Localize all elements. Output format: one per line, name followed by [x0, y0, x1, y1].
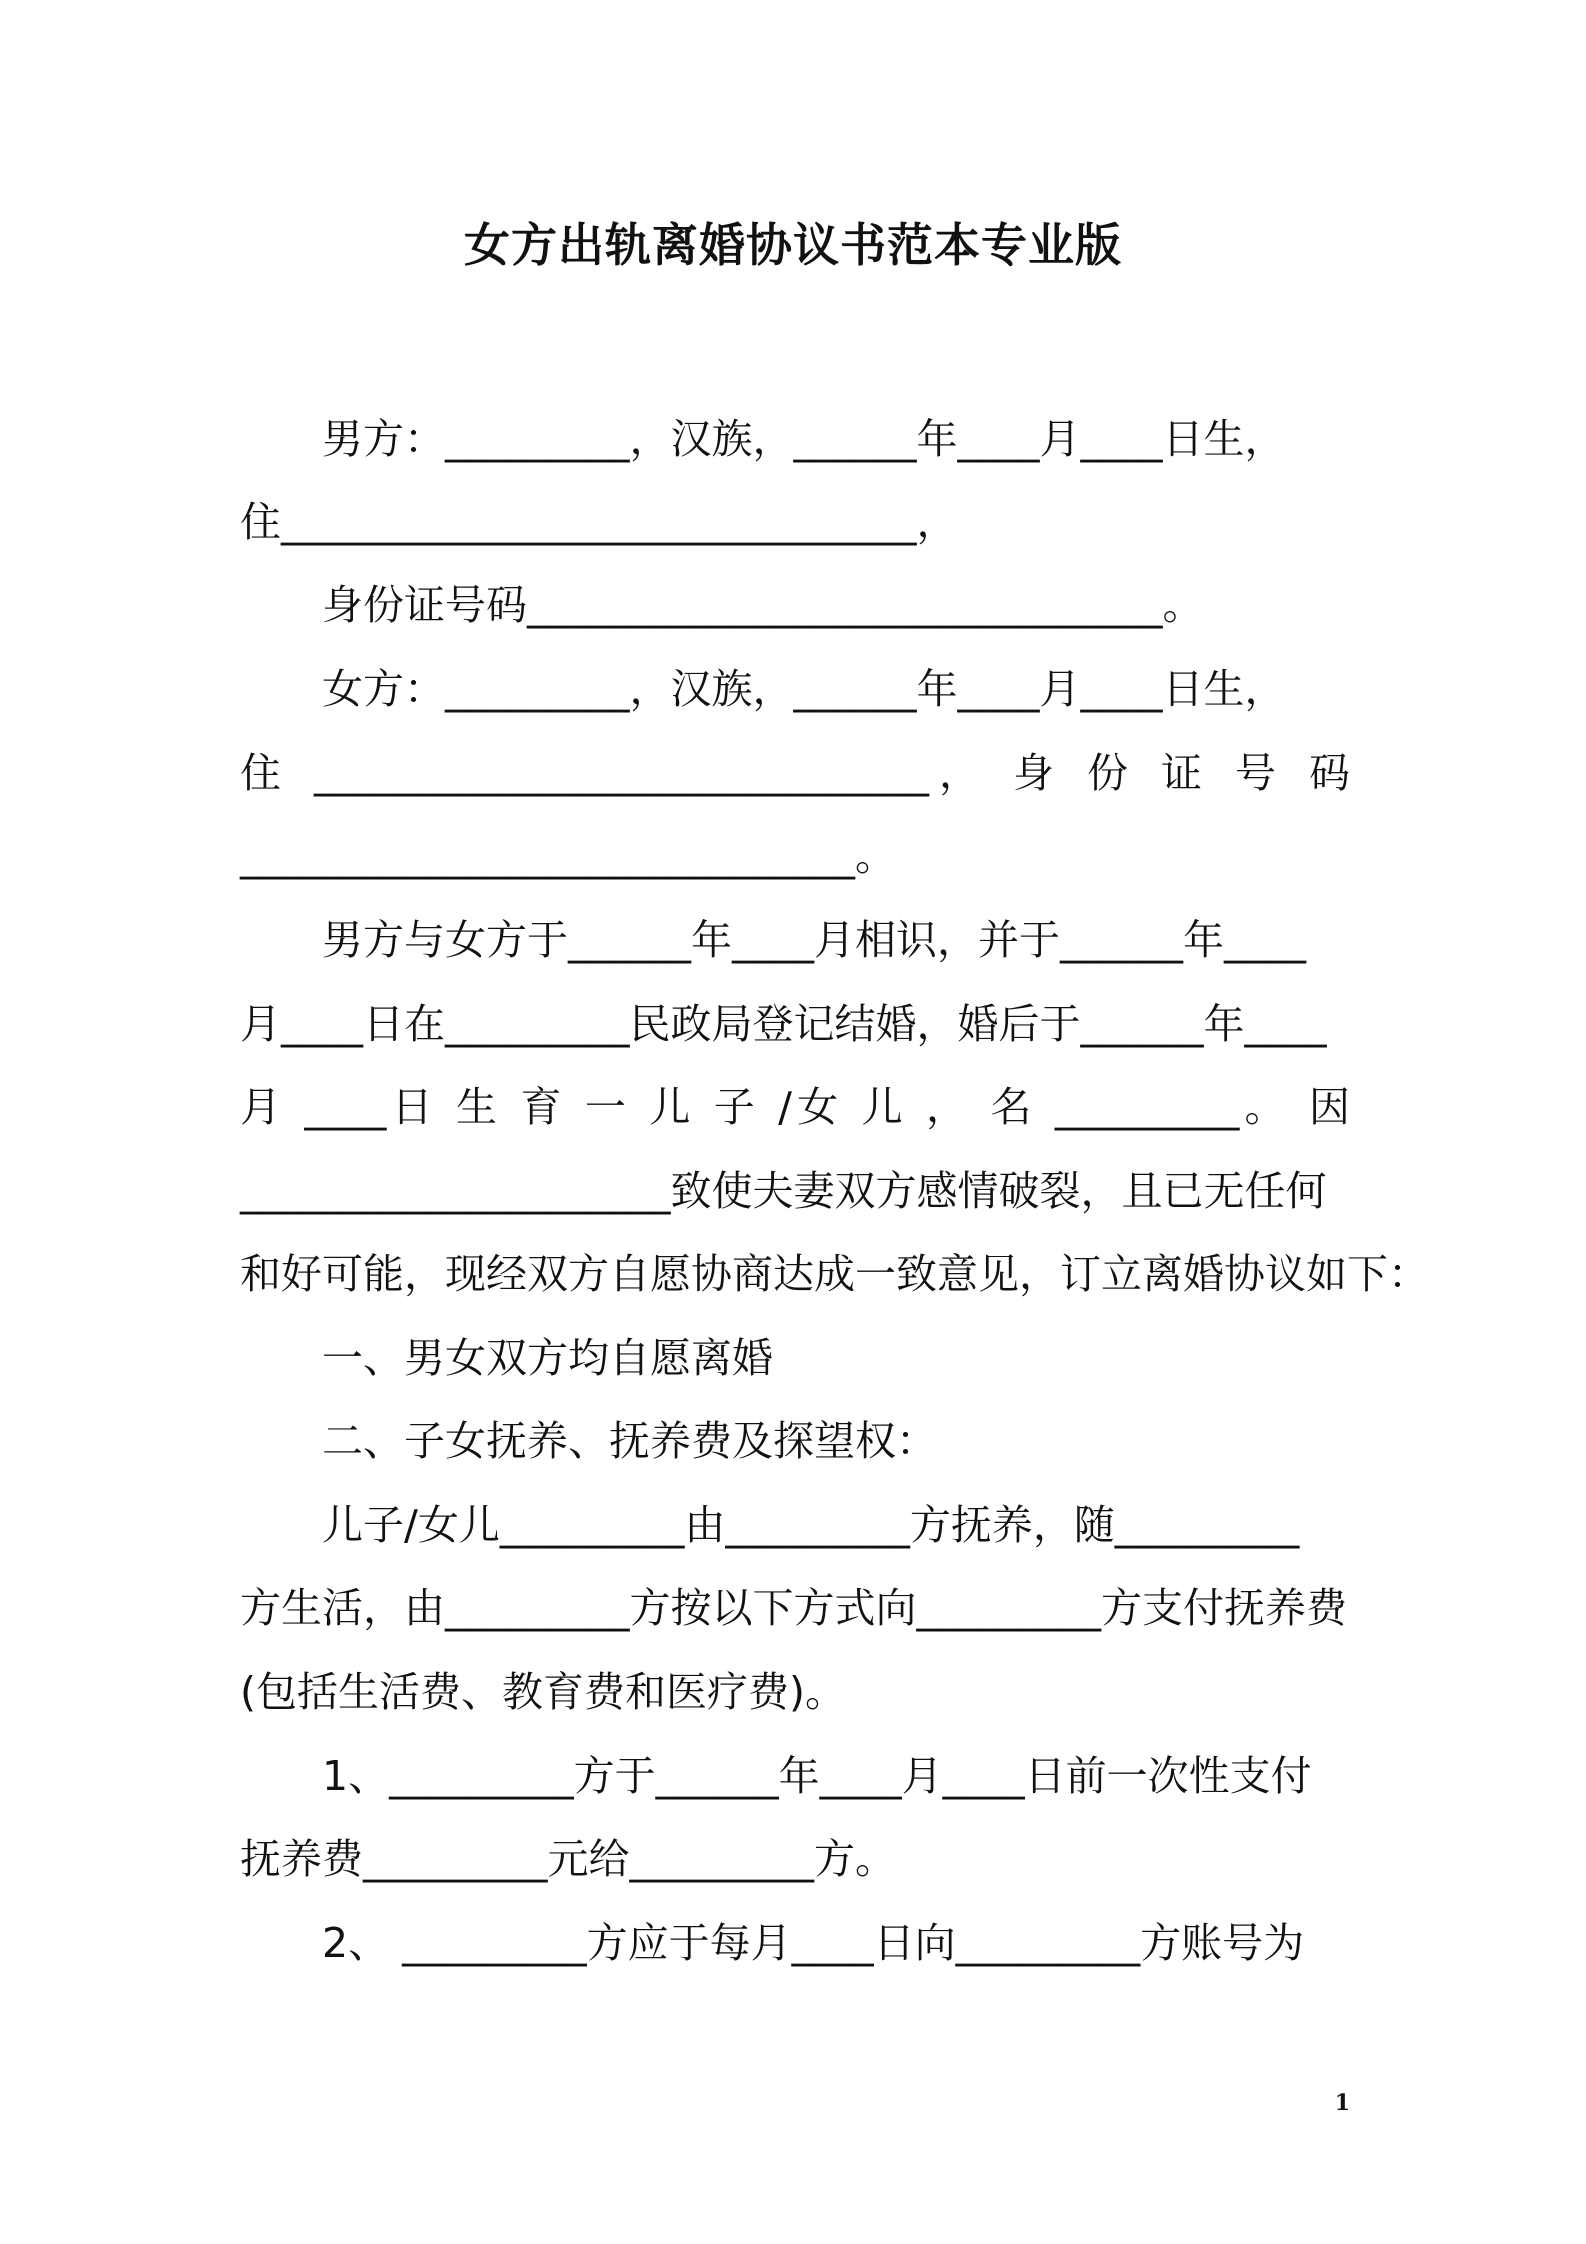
- paragraph-line: 身份证号码_______________________________。: [322, 581, 1204, 629]
- paragraph-line: 2、 _________方应于每月____日向_________方账号为: [322, 1919, 1305, 1967]
- page-number: 1: [1334, 2090, 1350, 2116]
- paragraph-line: 月____日在_________民政局登记结婚，婚后于______年____: [240, 1000, 1327, 1048]
- paragraph-line: 女方：_________，汉族，______年____月____日生，: [322, 665, 1286, 713]
- paragraph-line: 和好可能，现经双方自愿协商达成一致意见，订立离婚协议如下：: [240, 1250, 1429, 1298]
- paragraph-line: 住 ______________________________， 身 份 证 号 码: [240, 749, 1350, 797]
- paragraph-line: 儿子/女儿_________由_________方抚养，随_________: [322, 1501, 1300, 1549]
- paragraph-line: 男方与女方于______年____月相识，并于______年____: [322, 916, 1306, 964]
- paragraph-line: 男方：_________，汉族，______年____月____日生，: [322, 415, 1286, 463]
- paragraph-line: 方生活，由_________方按以下方式向_________方支付抚养费: [240, 1584, 1347, 1632]
- paragraph-line: 1、_________方于______年____月____日前一次性支付: [322, 1752, 1312, 1800]
- document-title: 女方出轨离婚协议书范本专业版: [464, 218, 1122, 272]
- paragraph-line: 月 ____日 生 育 一 儿 子 /女 儿 ， 名 _________。 因: [240, 1083, 1350, 1131]
- paragraph-line: 住_______________________________，: [240, 498, 958, 546]
- paragraph-line: ______________________________。: [240, 832, 896, 880]
- paragraph-line: 抚养费_________元给_________方。: [240, 1835, 896, 1883]
- section-heading: 一、男女双方均自愿离婚: [322, 1334, 773, 1382]
- section-heading: 二、子女抚养、抚养费及探望权：: [322, 1417, 937, 1465]
- paragraph-line: (包括生活费、教育费和医疗费)。: [240, 1668, 846, 1716]
- paragraph-line: _____________________致使夫妻双方感情破裂，且已无任何: [240, 1167, 1327, 1215]
